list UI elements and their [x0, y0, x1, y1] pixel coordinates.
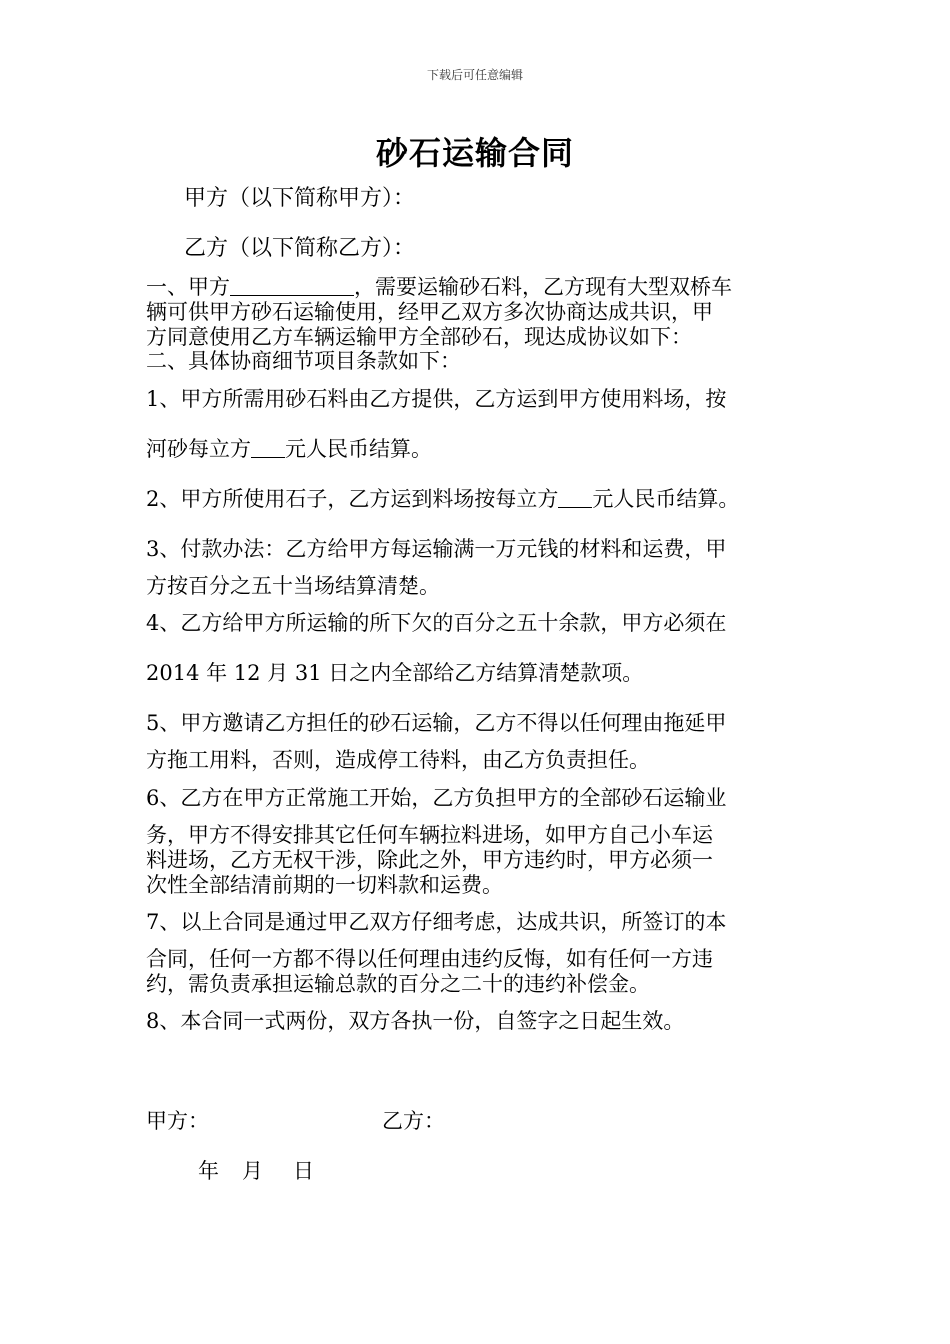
header-note: 下载后可任意编辑	[426, 68, 523, 82]
item-1-suffix: 元人民币结算。	[285, 437, 432, 461]
date-year-label: 年	[198, 1159, 219, 1183]
section-1-prefix: 一、甲方	[146, 275, 230, 299]
item-1-line-2	[146, 436, 810, 462]
item-2-prefix: 2、甲方所使用石子，乙方运到料场按每立方	[146, 487, 559, 511]
stone-price-blank	[558, 487, 592, 508]
date-day-label: 日	[293, 1159, 314, 1183]
signature-party-a: 甲方：	[146, 1109, 209, 1133]
item-6-line-2: 务，甲方不得安排其它任何车辆拉料进场，如甲方自己小车运	[146, 823, 713, 847]
item-1-line-1: 1、甲方所需用砂石料由乙方提供，乙方运到甲方使用料场，按	[146, 387, 727, 411]
section-1-text: ，需要运输砂石料，乙方现有大型双桥车	[354, 275, 732, 299]
item-7-line-1: 7、以上合同是通过甲乙双方仔细考虑，达成共识，所签订的本	[146, 910, 727, 934]
item-5-line-2: 方拖工用料，否则，造成停工待料，由乙方负责担任。	[146, 748, 650, 772]
item-3-line-2: 方按百分之五十当场结算清楚。	[146, 574, 440, 598]
item-4-line-1: 4、乙方给甲方所运输的所下欠的百分之五十余款，甲方必须在	[146, 611, 727, 635]
item-2-line	[146, 486, 810, 512]
item-7-line-2: 合同，任何一方都不得以任何理由违约反悔，如有任何一方违	[146, 947, 713, 971]
signature-party-b: 乙方：	[382, 1109, 445, 1133]
section-1-line-3: 方同意使用乙方车辆运输甲方全部砂石，现达成协议如下：	[146, 325, 692, 349]
item-7-line-3: 约，需负责承担运输总款的百分之二十的违约补偿金。	[146, 972, 650, 996]
item-6-line-3: 料进场，乙方无权干涉，除此之外，甲方违约时，甲方必须一	[146, 848, 713, 872]
sand-price-blank	[251, 437, 285, 458]
item-4-line-2: 2014 年 12 月 31 日之内全部给乙方结算清楚款项。	[146, 661, 644, 685]
item-6-line-1: 6、乙方在甲方正常施工开始，乙方负担甲方的全部砂石运输业	[146, 786, 727, 810]
date-month-label: 月	[242, 1159, 263, 1183]
section-2-heading: 二、具体协商细节项目条款如下：	[146, 349, 461, 373]
document-title: 砂石运输合同	[375, 134, 574, 172]
item-5-line-1: 5、甲方邀请乙方担任的砂石运输，乙方不得以任何理由拖延甲	[146, 711, 727, 735]
item-6-line-4: 次性全部结清前期的一切料款和运费。	[146, 873, 503, 897]
item-8-line: 8、本合同一式两份，双方各执一份，自签字之日起生效。	[146, 1009, 685, 1033]
item-1-prefix: 河砂每立方	[146, 437, 251, 461]
section-1-line-2: 辆可供甲方砂石运输使用，经甲乙双方多次协商达成共识，甲	[146, 300, 713, 324]
section-1-line-1	[146, 274, 810, 300]
party-a-name-blank	[230, 275, 354, 296]
party-b-line: 乙方（以下简称乙方）：	[184, 236, 416, 261]
item-3-line-1: 3、付款办法：乙方给甲方每运输满一万元钱的材料和运费，甲	[146, 537, 727, 561]
item-2-suffix: 元人民币结算。	[592, 487, 740, 511]
party-a-line: 甲方（以下简称甲方）：	[184, 186, 416, 211]
